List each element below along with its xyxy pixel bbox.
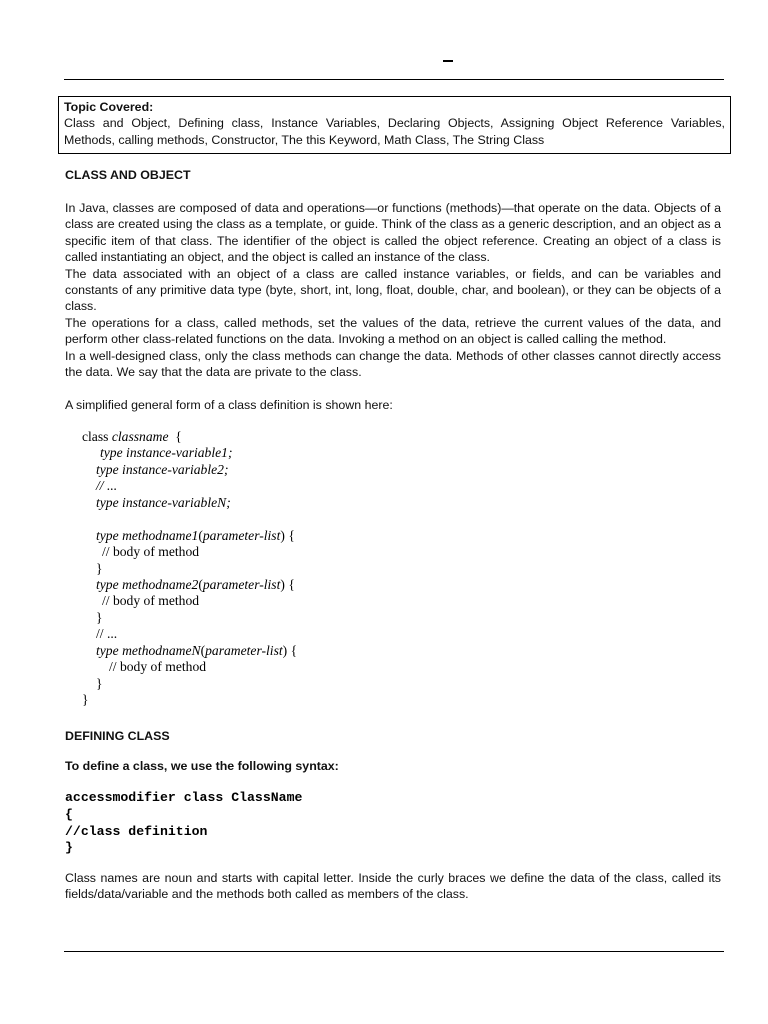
topics-list: Class and Object, Defining class, Instance Variables, Declaring Objects, Assigning Object Reference Variables, Methods, calling methods, Constructor, The this Keyword, Math Class, The String Class [64,116,725,147]
heading-class-and-object: CLASS AND OBJECT [65,168,191,182]
code-line: class classname { [82,429,182,444]
code-line: type methodnameN(parameter-list) { [96,642,298,658]
code-line: } [96,560,103,576]
code-line: } [96,675,103,691]
topics-box [58,96,731,154]
code-line: } [82,692,89,707]
code-line-blank [82,511,482,527]
code-line: } [65,840,73,856]
topics-title: Topic Covered: [64,100,154,114]
footer-rule [64,951,724,952]
syntax-intro: To define a class, we use the following syntax: [65,759,339,773]
class-object-body [65,200,721,380]
code-line: // ... [96,478,118,494]
code-line: type methodname2(parameter-list) { [96,576,295,592]
code-line: type methodname1(parameter-list) { [96,527,295,543]
code-line: } [96,609,103,625]
code-line: // ... [96,626,118,642]
class-syntax-code [65,790,302,857]
class-form-intro: A simplified general form of a class definition is shown here: [65,398,393,412]
code-line: // body of method [102,593,200,609]
header-dash [443,60,453,62]
paragraph: In a well-designed class, only the class methods can change the data. Methods of other classes cannot directly access the data. We say that the data are private to the class. [65,348,721,380]
paragraph: The operations for a class, called methods, set the values of the data, retrieve the current values of the data, and perform other class-related functions on the data. Invoking a method on an object is called calling the method. [65,315,721,347]
heading-defining-class: DEFINING CLASS [65,729,170,743]
paragraph: In Java, classes are composed of data and operations—or functions (methods)—that operate on the data. Objects of a class are created using the class as a template, or guide. Think of the class as a generic description, and an object as a specific item of that class. The identifier of the object is called the object reference. Creating an object of a class is called instantiating an object, and the object is called an instance of the class. [65,201,721,265]
code-line: { [65,806,73,822]
paragraph: The data associated with an object of a class are called instance variables, or fields, and can be variables and constants of any primitive data type (byte, short, int, long, float, double, char, and boolean), or they can be objects of a class. [65,266,721,314]
code-line: type instance-variable1; [100,445,233,461]
code-line: //class definition [65,823,208,839]
code-line: accessmodifier class ClassName [65,790,303,805]
code-line: // body of method [102,544,200,560]
code-line: // body of method [109,659,207,675]
class-names-paragraph: Class names are noun and starts with capital letter. Inside the curly braces we define the data of the class, called its fields/data/variable and the methods both called as members of the class. [65,871,721,902]
code-line: type instance-variable2; [96,461,229,477]
header-rule [64,79,724,80]
class-general-form [82,429,482,708]
code-line: type instance-variableN; [96,494,231,510]
